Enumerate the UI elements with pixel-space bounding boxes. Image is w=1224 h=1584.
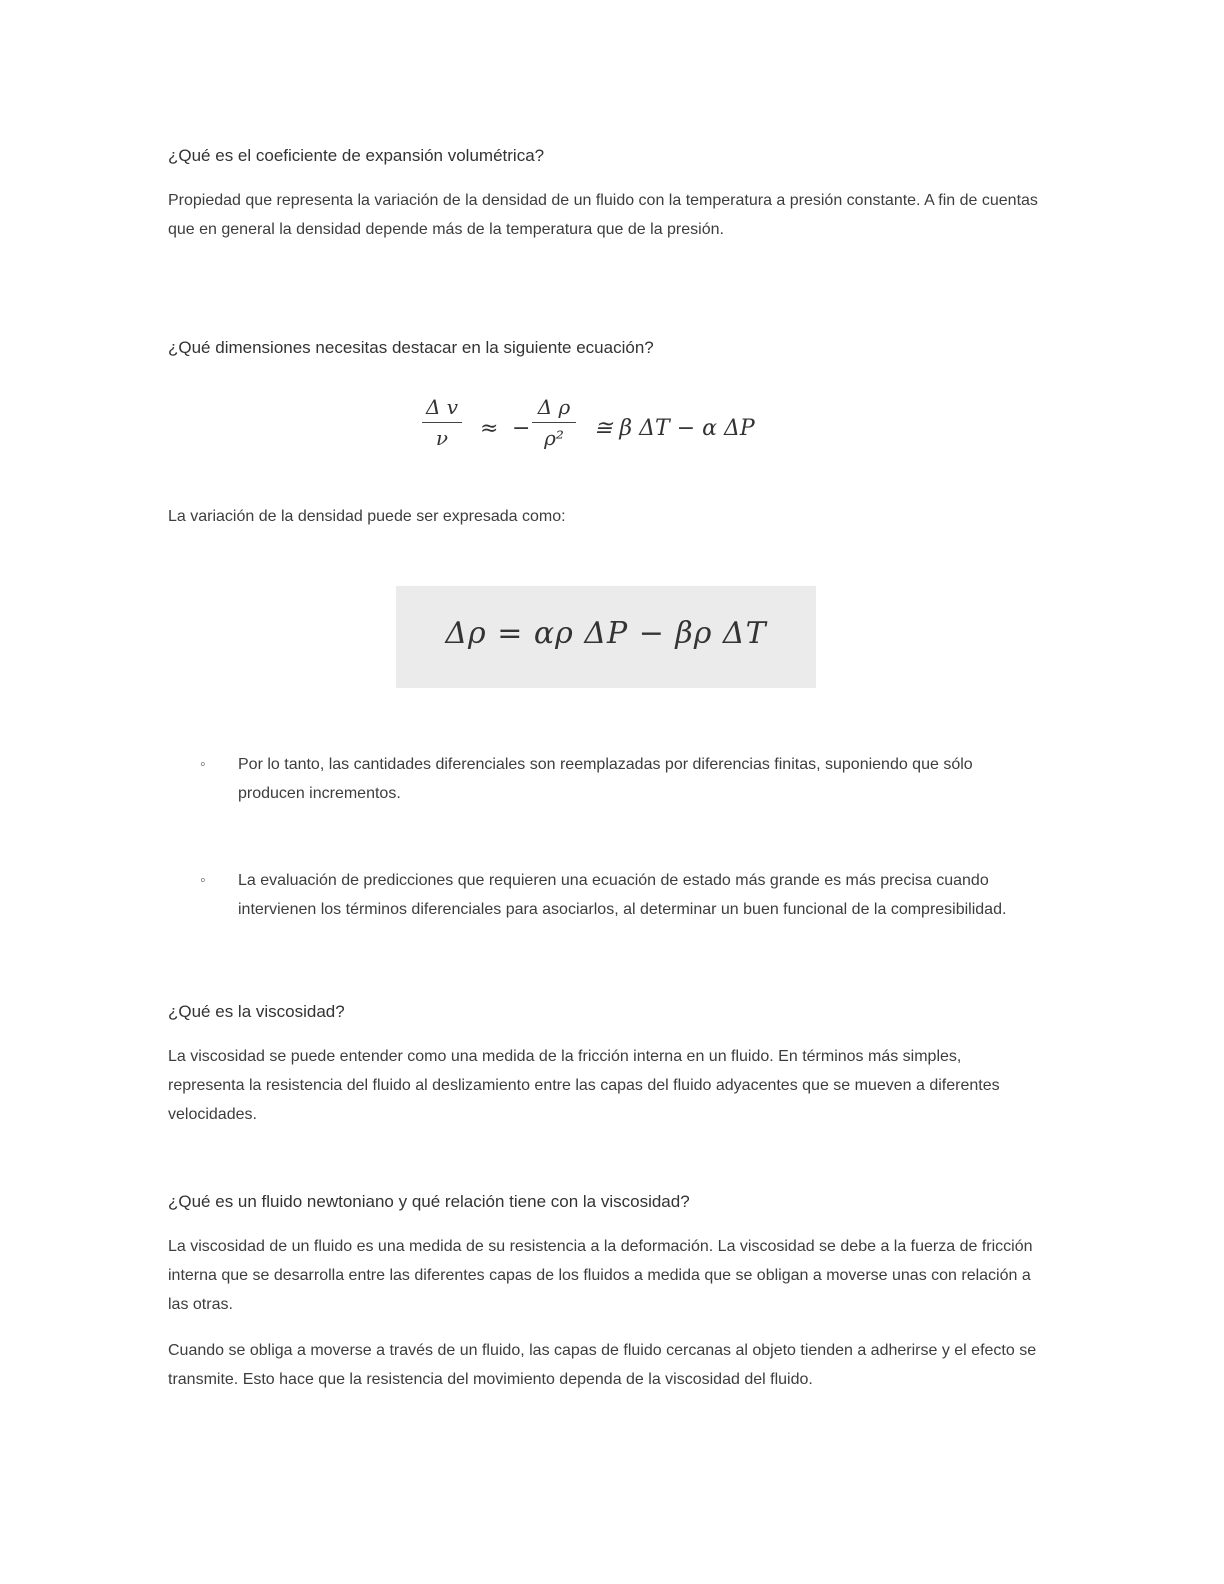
approx-symbol: ≈ [480,416,499,441]
question-text: ¿Qué es la viscosidad? [168,1002,345,1021]
answer-newtonian-fluid-2 [168,1336,1040,1394]
question-viscosity [168,998,1040,1026]
paragraph-text: Propiedad que representa la variación de la densidad de un fluido con la temperatura a presión constante. A fin de cuentas que en general la densidad depende más de la temperatura que de la presión. [168,192,1038,238]
fraction-denominator: ρ² [544,426,564,450]
fraction-numerator: Δ ρ [537,395,571,419]
question-dimensions [168,334,1040,362]
bullet-icon: ◦ [200,756,206,773]
answer-expansion-coefficient [168,186,1040,244]
equation-rhs: ≅ β ΔT − α ΔP [594,416,755,441]
paragraph-text: La viscosidad se puede entender como una medida de la fricción interna en un fluido. En términos más simples, representa la resistencia del fluido al deslizamiento entre las capas del fluido adyacentes que se mueven a diferentes velocidades. [168,1048,1000,1123]
bullet-icon: ◦ [200,872,206,889]
paragraph-text: La variación de la densidad puede ser expresada como: [168,508,566,525]
list-item-text: Por lo tanto, las cantidades diferenciales son reemplazadas por diferencias finitas, suponiendo que sólo producen incrementos. [238,756,973,802]
paragraph-text: La viscosidad de un fluido es una medida de su resistencia a la deformación. La viscosidad se debe a la fuerza de fricción interna que se desarrolla entre las diferentes capas de los fluidos a medida que se obligan a moverse unas con relación a las otras. [168,1238,1033,1313]
answer-newtonian-fluid [168,1232,1040,1319]
equation-density: Δρ = αρ ΔP − βρ ΔT [445,616,767,651]
intro-density-variation [168,502,1040,531]
question-text: ¿Qué es un fluido newtoniano y qué relación tiene con la viscosidad? [168,1192,690,1211]
question-text: ¿Qué es el coeficiente de expansión volumétrica? [168,146,545,165]
fraction-denominator: ν [435,426,449,450]
answer-viscosity [168,1042,1040,1129]
list-item-text: La evaluación de predicciones que requieren una ecuación de estado más grande es más precisa cuando intervienen los términos diferenciales para asociarlos, al determinar un buen funcional de la compresibilidad. [238,872,1007,918]
question-text: ¿Qué dimensiones necesitas destacar en la siguiente ecuación? [168,338,654,357]
equation-approximation [422,392,812,472]
fraction-rhs [532,392,576,453]
paragraph-text: Cuando se obliga a moverse a través de un fluido, las capas de fluido cercanas al objeto tienden a adherirse y el efecto se transmite. Esto hace que la resistencia del movimiento dependa de la viscosidad del fluido. [168,1342,1037,1388]
question-expansion-coefficient [168,142,1040,170]
fraction-numerator: Δ v [425,395,459,419]
fraction-lhs [422,392,462,453]
question-newtonian-fluid [168,1188,1040,1216]
minus-sign: − [512,416,531,441]
equation-density-box [396,586,816,688]
